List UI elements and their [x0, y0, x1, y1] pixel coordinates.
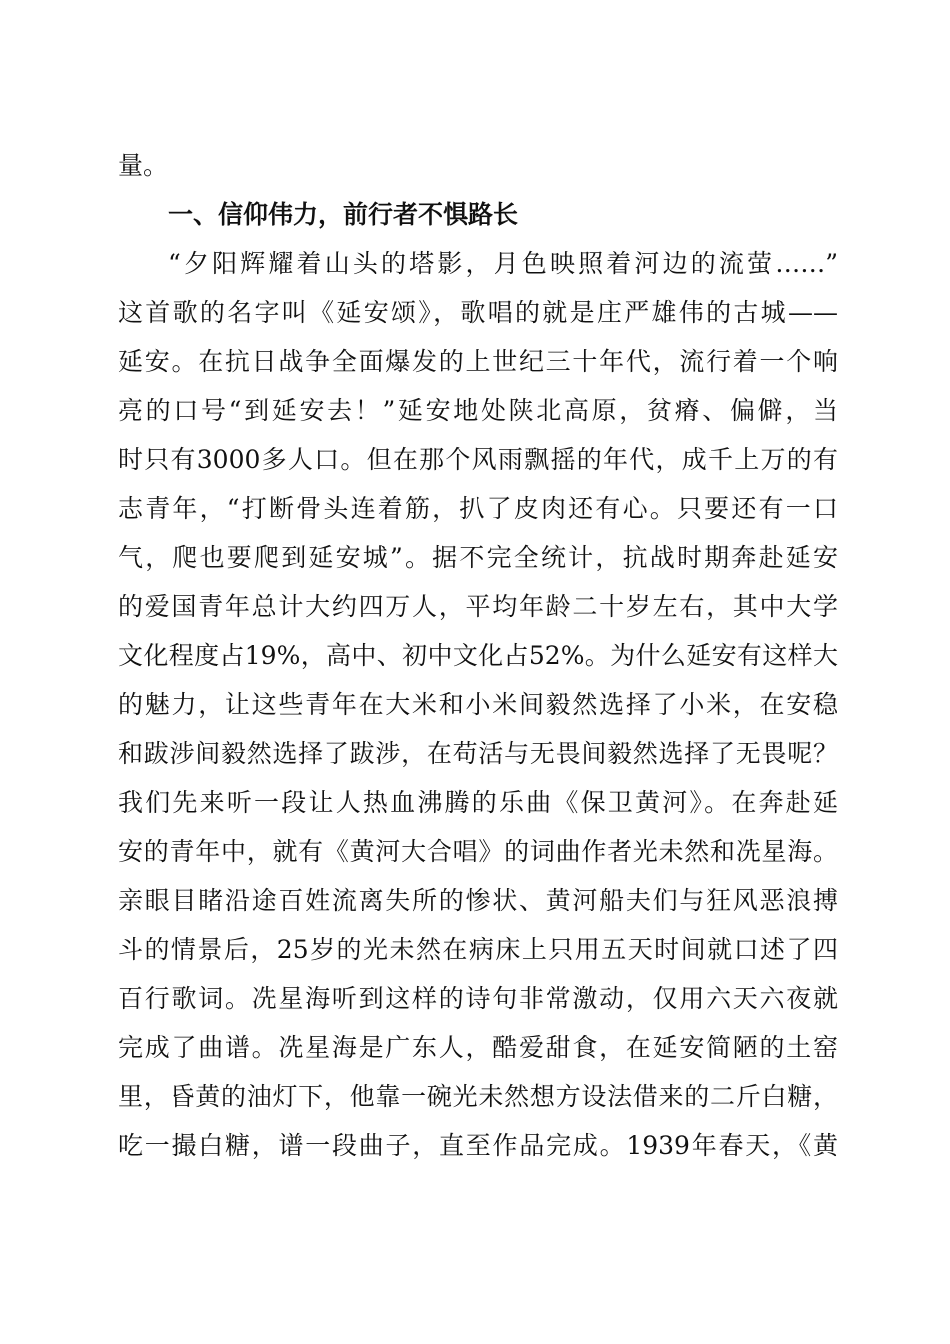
text-line: 文化程度占19%，高中、初中文化占52%。为什么延安有这样大	[118, 641, 838, 670]
text-line: 我们先来听一段让人热血沸腾的乐曲《保卫黄河》。在奔赴延	[118, 788, 838, 817]
text-line: 亲眼目睹沿途百姓流离失所的惨状、黄河船夫们与狂风恶浪搏	[118, 886, 838, 915]
text-line: “夕阳辉耀着山头的塔影，月色映照着河边的流萤……”	[168, 249, 838, 278]
text-line: 延安。在抗日战争全面爆发的上世纪三十年代，流行着一个响	[118, 347, 838, 376]
text-line: 亮的口号“到延安去！”延安地处陕北高原，贫瘠、偏僻，当	[118, 396, 838, 425]
text-line: 安的青年中，就有《黄河大合唱》的词曲作者光未然和冼星海。	[118, 837, 838, 866]
text-line: 斗的情景后，25岁的光未然在病床上只用五天时间就口述了四	[118, 935, 838, 964]
text-line: 里，昏黄的油灯下，他靠一碗光未然想方设法借来的二斤白糖，	[118, 1082, 838, 1111]
text-line: 量。	[118, 151, 169, 180]
text-line: 百行歌词。冼星海听到这样的诗句非常激动，仅用六天六夜就	[118, 984, 838, 1013]
text-line: 和跋涉间毅然选择了跋涉，在苟活与无畏间毅然选择了无畏呢？	[118, 739, 838, 768]
text-line: 的魅力，让这些青年在大米和小米间毅然选择了小米，在安稳	[118, 690, 838, 719]
text-line: 的爱国青年总计大约四万人，平均年龄二十岁左右，其中大学	[118, 592, 838, 621]
text-line: 时只有3000多人口。但在那个风雨飘摇的年代，成千上万的有	[118, 445, 838, 474]
text-line: 完成了曲谱。冼星海是广东人，酷爱甜食，在延安简陋的土窑	[118, 1033, 838, 1062]
section-heading: 一、信仰伟力，前行者不惧路长	[168, 200, 519, 229]
text-line: 气，爬也要爬到延安城”。据不完全统计，抗战时期奔赴延安	[118, 543, 838, 572]
text-line: 吃一撮白糖，谱一段曲子，直至作品完成。1939年春天，《黄	[118, 1131, 838, 1160]
text-line: 这首歌的名字叫《延安颂》，歌唱的就是庄严雄伟的古城——	[118, 298, 838, 327]
text-line: 志青年，“打断骨头连着筋，扒了皮肉还有心。只要还有一口	[118, 494, 838, 523]
